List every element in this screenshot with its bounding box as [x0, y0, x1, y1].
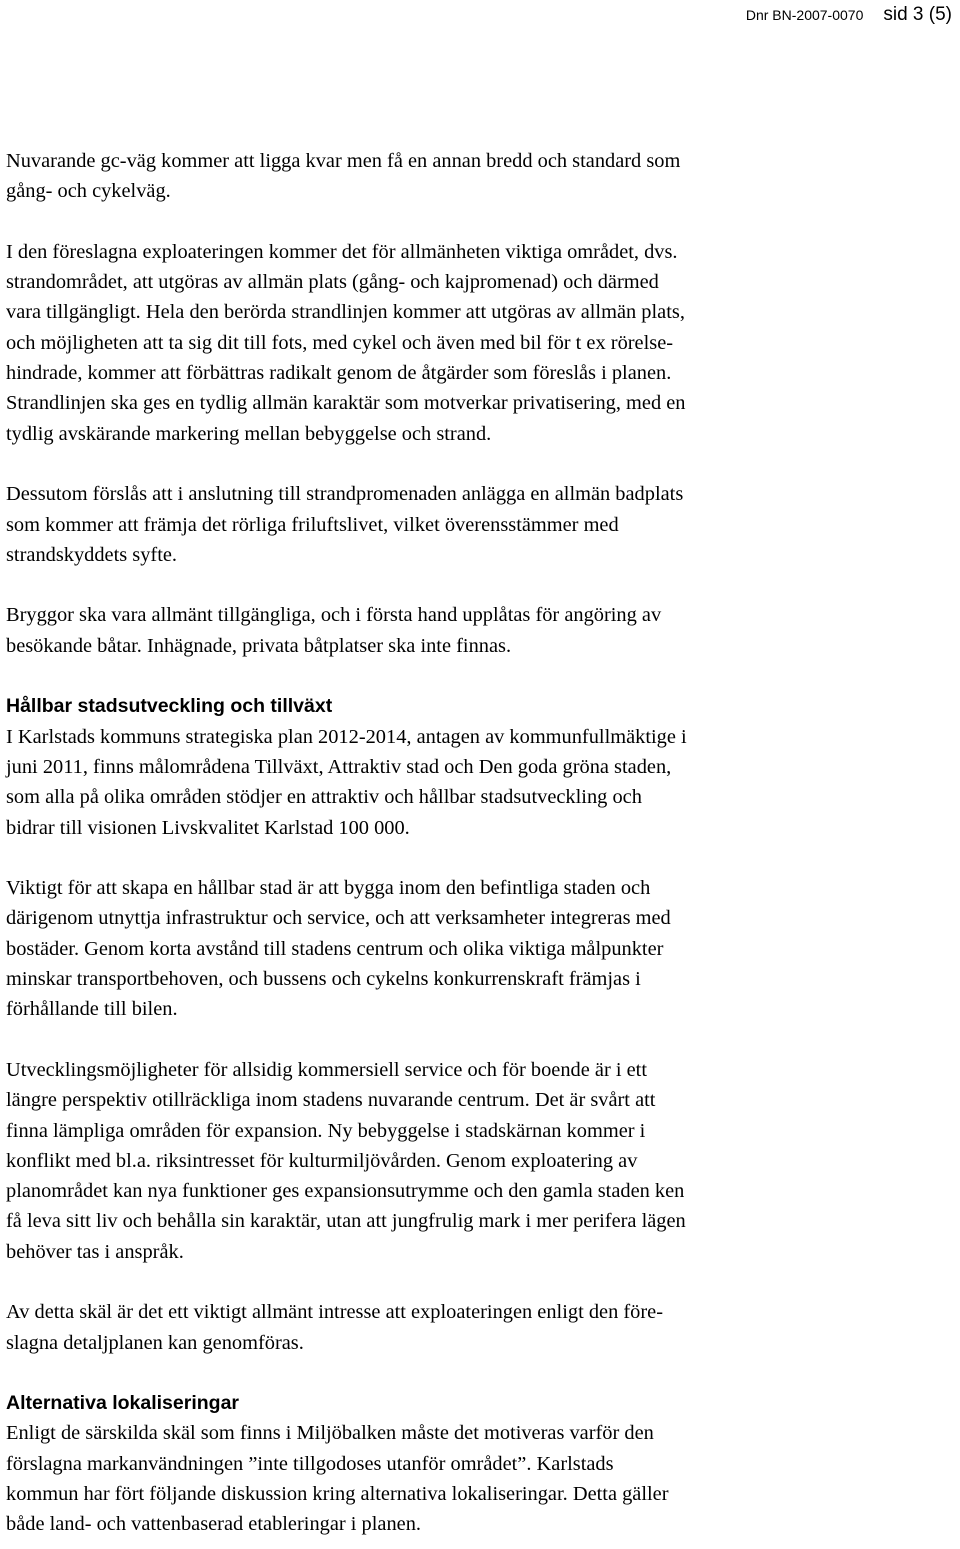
section-heading: Alternativa lokaliseringar [6, 1392, 240, 1415]
paragraph [6, 722, 956, 843]
page-number: sid 3 (5) [883, 4, 952, 25]
paragraph [6, 237, 956, 449]
text-line: därigenom utnyttja infrastruktur och service, och att verksamheter integreras med [6, 907, 671, 930]
text-line: som kommer att främja det rörliga friluftslivet, vilket överensstämmer med [6, 513, 619, 536]
text-line: strandskyddets syfte. [6, 543, 178, 566]
text-line: behöver tas i anspråk. [6, 1240, 184, 1263]
paragraph [6, 146, 956, 207]
text-line: Viktigt för att skapa en hållbar stad är att bygga inom den befintliga staden och [6, 877, 651, 900]
paragraph [6, 873, 956, 1024]
text-line: bostäder. Genom korta avstånd till stadens centrum och olika viktiga målpunkter [6, 937, 664, 960]
text-line: konflikt med bl.a. riksintresset för kulturmiljövården. Genom exploatering av [6, 1149, 638, 1172]
text-line: Dessutom förslås att i anslutning till strandpromenaden anlägga en allmän badplats [6, 483, 684, 506]
section-heading: Hållbar stadsutveckling och tillväxt [6, 695, 333, 718]
text-line: få leva sitt liv och behålla sin karaktär, utan att jungfrulig mark i mer perifera lägen [6, 1210, 686, 1233]
paragraph [6, 1418, 956, 1539]
text-line: minskar transportbehoven, och bussens och cykelns konkurrenskraft främjas i [6, 968, 641, 991]
page-header [746, 4, 952, 26]
text-line: Enligt de särskilda skäl som finns i Miljöbalken måste det motiveras varför den [6, 1422, 654, 1445]
text-line: vara tillgängligt. Hela den berörda strandlinjen kommer att utgöras av allmän plats, [6, 301, 685, 324]
text-line: förslagna markanvändningen ”inte tillgodoses utanför området”. Karlstads [6, 1452, 614, 1475]
text-line: hindrade, kommer att förbättras radikalt genom de åtgärder som föreslås i planen. [6, 362, 672, 385]
text-line: I Karlstads kommuns strategiska plan 2012-2014, antagen av kommunfullmäktige i [6, 725, 687, 748]
document-body [6, 146, 956, 1540]
text-line: som alla på olika områden stödjer en attraktiv och hållbar stadsutveckling och [6, 786, 642, 809]
text-line: Av detta skäl är det ett viktigt allmänt intresse att exploateringen enligt den före- [6, 1301, 663, 1324]
text-line: finna lämpliga områden för expansion. Ny bebyggelse i stadskärnan kommer i [6, 1119, 646, 1142]
text-line: Bryggor ska vara allmänt tillgängliga, och i första hand upplåtas för angöring av [6, 604, 662, 627]
text-line: Nuvarande gc-väg kommer att ligga kvar men få en annan bredd och standard som [6, 150, 681, 172]
paragraph [6, 1297, 956, 1358]
paragraph [6, 1055, 956, 1267]
text-line: och möjligheten att ta sig dit till fots, med cykel och även med bil för t ex rörelse- [6, 331, 674, 354]
paragraph [6, 600, 956, 661]
text-line: tydlig avskärande markering mellan bebyggelse och strand. [6, 422, 492, 445]
document-number: Dnr BN-2007-0070 [745, 7, 864, 23]
text-line: förhållande till bilen. [6, 998, 178, 1021]
text-line: längre perspektiv otillräckliga inom stadens nuvarande centrum. Det är svårt att [6, 1089, 656, 1112]
text-line: strandområdet, att utgöras av allmän plats (gång- och kajpromenad) och därmed [6, 271, 659, 294]
text-line: juni 2011, finns målområdena Tillväxt, Attraktiv stad och Den goda gröna staden, [6, 755, 672, 778]
text-line: bidrar till visionen Livskvalitet Karlstad 100 000. [6, 816, 410, 839]
text-line: kommun har fört följande diskussion kring alternativa lokaliseringar. Detta gäller [6, 1483, 669, 1506]
text-line: Strandlinjen ska ges en tydlig allmän karaktär som motverkar privatisering, med en [6, 392, 686, 415]
text-line: slagna detaljplanen kan genomföras. [6, 1331, 304, 1354]
text-line: Utvecklingsmöjligheter för allsidig kommersiell service och för boende är i ett [6, 1058, 647, 1081]
text-line: både land- och vattenbaserad etableringar i planen. [6, 1513, 421, 1536]
paragraph [6, 479, 956, 570]
text-line: gång- och cykelväg. [6, 180, 171, 203]
text-line: I den föreslagna exploateringen kommer det för allmänheten viktiga området, dvs. [6, 240, 678, 263]
text-line: besökande båtar. Inhägnade, privata båtplatser ska inte finnas. [6, 634, 512, 657]
text-line: planområdet kan nya funktioner ges expansionsutrymme och den gamla staden ken [6, 1180, 685, 1203]
